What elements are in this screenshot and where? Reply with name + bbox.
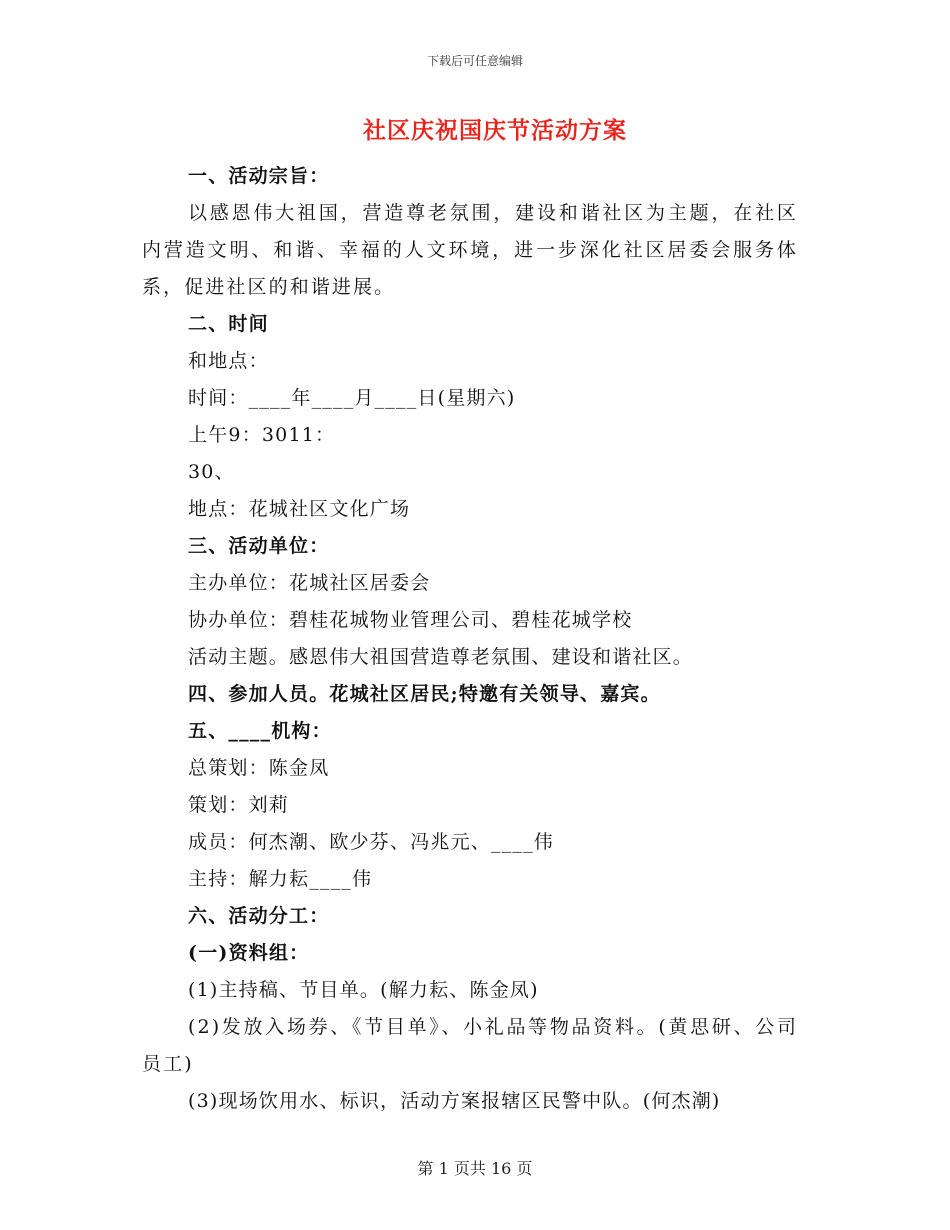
purpose-paragraph: 以感恩伟大祖国，营造尊老氛围，建设和谐社区为主题，在社区内营造文明、和谐、幸福的人文环境，进一步深化社区居委会服务体系，促进社区的和谐进展。 (142, 202, 798, 298)
document-title: 社区庆祝国庆节活动方案 (363, 117, 627, 144)
time-location-label: 和地点： (188, 350, 269, 372)
page-header: 下载后可任意编辑 (426, 54, 523, 68)
hosts: 主持：解力耘____伟 (188, 868, 373, 890)
task-item-3: (3)现场饮用水、标识，活动方案报辖区民警中队。(何杰潮) (188, 1090, 721, 1112)
task-item-1: (1)主持稿、节目单。(解力耘、陈金凤) (188, 979, 539, 1001)
section-heading-units: 三、活动单位： (188, 535, 330, 557)
co-host-unit: 协办单位：碧桂花城物业管理公司、碧桂花城学校 (188, 609, 633, 631)
section-heading-purpose: 一、活动宗旨： (188, 165, 330, 187)
chief-planner: 总策划：陈金凤 (188, 757, 330, 779)
members: 成员：何杰潮、欧少芬、冯兆元、____伟 (188, 831, 555, 853)
planner: 策划：刘莉 (188, 794, 290, 816)
task-item-2: (2)发放入场券、《节目单》、小礼品等物品资料。(黄思研、公司员工) (142, 1016, 798, 1075)
document-body (142, 158, 798, 1120)
event-time-start: 上午9：3011： (188, 424, 336, 446)
event-theme: 活动主题。感恩伟大祖国营造尊老氛围、建设和谐社区。 (188, 646, 694, 668)
section-heading-participants: 四、参加人员。花城社区居民;特邀有关领导、嘉宾。 (188, 683, 661, 705)
event-time-end: 30、 (188, 461, 235, 483)
page-footer: 第 1 页共 16 页 (417, 1159, 533, 1178)
section-heading-time: 二、时间 (188, 313, 269, 335)
host-unit: 主办单位：花城社区居委会 (188, 572, 431, 594)
event-location: 地点：花城社区文化广场 (188, 498, 411, 520)
subsection-materials: (一)资料组： (188, 942, 310, 964)
event-date: 时间：____年____月____日(星期六) (188, 387, 516, 409)
section-heading-division: 六、活动分工： (188, 905, 330, 927)
section-heading-organization: 五、____机构： (188, 720, 332, 742)
